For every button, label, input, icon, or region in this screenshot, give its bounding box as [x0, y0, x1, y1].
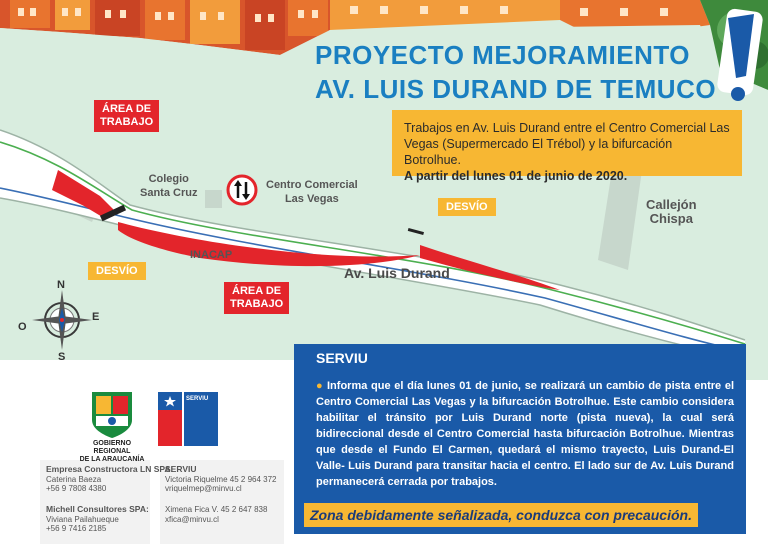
- contact-fica-line1: Ximena Fica V. 45 2 647 838: [165, 505, 268, 514]
- contact-fica-email[interactable]: xfica@minvu.cl: [165, 514, 219, 524]
- contact-michell-name: Viviana Pailahueque: [46, 514, 119, 524]
- compass-e: E: [92, 311, 100, 323]
- bullet-icon: ●: [316, 380, 327, 392]
- centro-comercial-line1: Centro Comercial: [266, 179, 358, 191]
- area-trabajo-top-line1: ÁREA DE: [102, 103, 152, 115]
- serviu-body-text: Informa que el día lunes 01 de junio, se realizará un cambio de pista entre el Centro Comercial Las Vegas y la bifurcación Botrolhue. Este cambio considera habilitar el tránsito por Luis Durand norte (pista nueva), la cual será bidireccional desde el Centro Comercial hasta bifurcación Botrolhue. Mientras que desde el Fundo El Carmen, quedará el mismo trayecto, Luis Durand-El Valle- Luis Durand para transitar hacia el centro. El lado sur de Av. Luis Durand permanecerá cerrada por trabajos.: [316, 380, 735, 488]
- serviu-title: SERVIU: [316, 350, 368, 366]
- gobierno-caption: [76, 440, 148, 464]
- compass-s: S: [58, 351, 66, 363]
- gobierno-caption-line2: DE LA ARAUCANÍA: [79, 456, 145, 463]
- colegio-line1: Colegio: [148, 173, 189, 185]
- callejon-chispa-label: [646, 198, 697, 226]
- contact-ln: [46, 465, 173, 494]
- contact-ln-phone: +56 9 7808 4380: [46, 484, 107, 493]
- serviu-logo-text: SERVIU: [186, 396, 209, 402]
- desvio-label-right: DESVÍO: [438, 198, 496, 216]
- contact-ln-title: Empresa Constructora LN SPA:: [46, 464, 174, 474]
- av-luis-durand-label: Av. Luis Durand: [344, 265, 450, 281]
- two-way-traffic-sign-icon: [228, 176, 256, 204]
- compass-o: O: [18, 321, 27, 333]
- desvio-label-left: DESVÍO: [88, 262, 146, 280]
- contact-serviu-line1: Victoria Riquelme 45 2 964 372: [165, 474, 277, 484]
- contact-ln-name: Caterina Baeza: [46, 474, 102, 484]
- serviu-body: [316, 378, 734, 490]
- contact-michell-phone: +56 9 7416 2185: [46, 524, 107, 533]
- contact-michell-title: Michell Consultores SPA:: [46, 504, 149, 514]
- info-date: A partir del lunes 01 de junio de 2020.: [404, 169, 628, 183]
- info-text: Trabajos en Av. Luis Durand entre el Centro Comercial Las Vegas (Supermercado El Trébol) y la bifurcación Botrolhue.: [404, 121, 730, 167]
- page-title-line2: AV. LUIS DURAND DE TEMUCO: [315, 74, 717, 104]
- colegio-line2: Santa Cruz: [140, 187, 198, 199]
- area-trabajo-bottom-line1: ÁREA DE: [232, 285, 282, 297]
- area-trabajo-label-bottom: [224, 282, 289, 314]
- contact-fica: [165, 505, 267, 524]
- page-title-line1: PROYECTO MEJORAMIENTO: [315, 40, 691, 70]
- inacap-label: INACAP: [190, 249, 233, 261]
- callejon-line1: Callejón: [646, 197, 697, 212]
- colegio-label: [140, 172, 197, 200]
- centro-comercial-label: [266, 178, 358, 206]
- info-box: [392, 110, 742, 183]
- compass-n: N: [57, 279, 65, 291]
- centro-comercial-line2: Las Vegas: [284, 193, 339, 205]
- contact-serviu-title: SERVIU: [165, 464, 197, 474]
- zona-banner: Zona debidamente señalizada, conduzca con precaución.: [304, 503, 698, 527]
- contact-serviu: [165, 465, 276, 494]
- contact-serviu-email[interactable]: vriquelmep@minvu.cl: [165, 484, 242, 493]
- contact-michell: [46, 505, 149, 534]
- gobierno-caption-line1: GOBIERNO REGIONAL: [92, 440, 132, 455]
- callejon-line2: Chispa: [649, 211, 693, 226]
- area-trabajo-label-top: [94, 100, 159, 132]
- area-trabajo-top-line2: TRABAJO: [100, 116, 154, 128]
- area-trabajo-bottom-line2: TRABAJO: [230, 298, 284, 310]
